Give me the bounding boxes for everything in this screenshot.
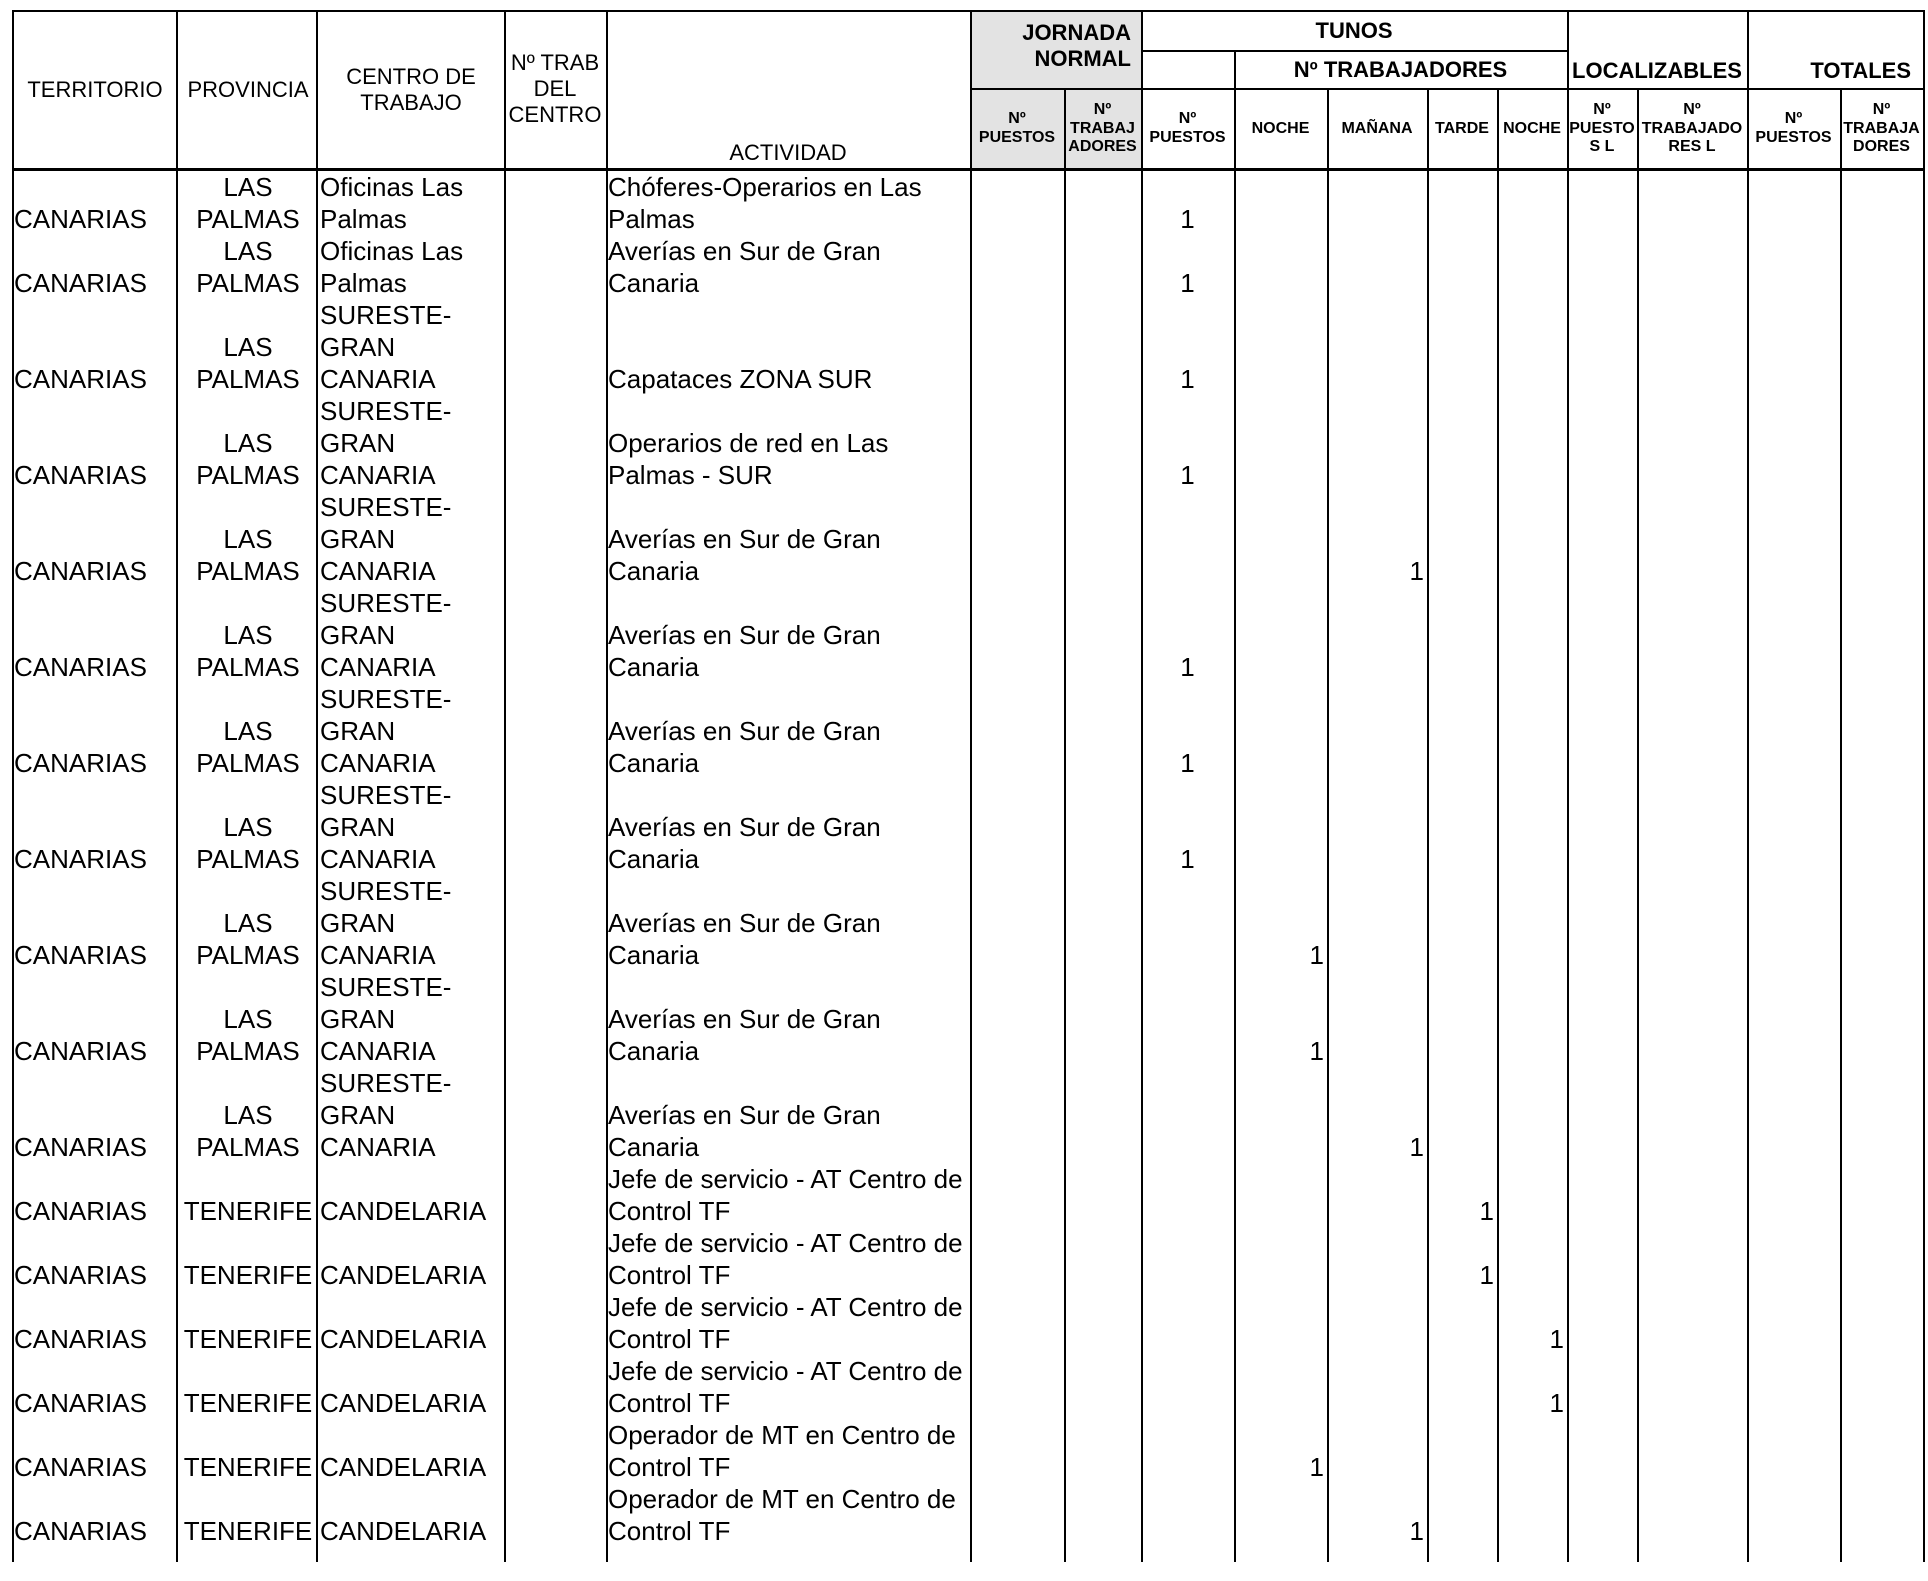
cell-provincia: LAS PALMAS xyxy=(196,524,300,586)
cell-actividad: Operador de MT en Centro de Control TF xyxy=(608,1484,956,1546)
column-divider xyxy=(1327,88,1329,1562)
cell-manana xyxy=(1327,779,1424,875)
cell-provincia: TENERIFE xyxy=(183,1324,313,1354)
cell-territorio: CANARIAS xyxy=(14,844,147,874)
cell-noche2 xyxy=(1497,875,1564,971)
cell-t-puestos: 1 xyxy=(1180,652,1195,682)
header-noche-1: NOCHE xyxy=(1251,119,1310,137)
cell-manana xyxy=(1327,971,1424,1067)
cell-tarde xyxy=(1427,875,1494,971)
cell-actividad: Jefe de servicio - AT Centro de Control TF xyxy=(608,1356,963,1418)
cell-centro: SURESTE- GRAN CANARIA xyxy=(320,780,452,874)
cell-noche1: 1 xyxy=(1309,1452,1324,1482)
header-manana: MAÑANA xyxy=(1341,119,1413,137)
cell-noche2 xyxy=(1497,1483,1564,1547)
column-divider xyxy=(1747,10,1749,1562)
cell-centro: CANDELARIA xyxy=(320,1388,487,1418)
header-tarde: TARDE xyxy=(1435,119,1489,137)
cell-actividad: Averías en Sur de Gran Canaria xyxy=(608,716,881,778)
header-provincia: PROVINCIA xyxy=(187,77,309,103)
cell-t-puestos: 1 xyxy=(1180,844,1195,874)
header-jornada-normal: JORNADA NORMAL xyxy=(1022,20,1131,71)
header-jn-trabajadores: Nº TRABAJ ADORES xyxy=(1068,100,1137,156)
cell-tarde xyxy=(1427,971,1494,1067)
cell-tarde xyxy=(1427,1483,1494,1547)
cell-noche1 xyxy=(1234,1355,1324,1419)
cell-noche2 xyxy=(1497,587,1564,683)
cell-tarde xyxy=(1427,299,1494,395)
cell-actividad: Chóferes-Operarios en Las Palmas xyxy=(608,172,922,234)
cell-manana: 1 xyxy=(1409,1132,1424,1162)
cell-centro: Oficinas Las Palmas xyxy=(320,236,464,298)
cell-centro: SURESTE- GRAN CANARIA xyxy=(320,300,452,394)
cell-territorio: CANARIAS xyxy=(14,1388,147,1418)
cell-territorio: CANARIAS xyxy=(14,268,147,298)
header-n-trabajadores: Nº TRABAJADORES xyxy=(1293,57,1508,83)
cell-actividad: Operarios de red en Las Palmas - SUR xyxy=(608,428,889,490)
cell-noche1 xyxy=(1234,683,1324,779)
cell-manana: 1 xyxy=(1409,1516,1424,1546)
header-loc-trabajadores: Nº TRABAJADO RES L xyxy=(1641,100,1743,156)
cell-centro: SURESTE- GRAN CANARIA xyxy=(320,396,452,490)
column-divider xyxy=(504,10,506,1562)
cell-manana xyxy=(1327,1291,1424,1355)
cell-centro: CANDELARIA xyxy=(320,1516,487,1546)
cell-noche1 xyxy=(1234,1227,1324,1291)
cell-actividad: Averías en Sur de Gran Canaria xyxy=(608,524,881,586)
cell-noche2 xyxy=(1497,171,1564,235)
cell-manana xyxy=(1327,1163,1424,1227)
cell-actividad: Averías en Sur de Gran Canaria xyxy=(608,620,881,682)
column-divider xyxy=(1637,88,1639,1562)
header-jn-puestos: Nº PUESTOS xyxy=(978,110,1056,146)
cell-actividad: Capataces ZONA SUR xyxy=(608,364,873,394)
cell-territorio: CANARIAS xyxy=(14,460,147,490)
column-divider xyxy=(970,10,972,1562)
cell-actividad: Averías en Sur de Gran Canaria xyxy=(608,236,881,298)
cell-centro: CANDELARIA xyxy=(320,1196,487,1226)
cell-t-puestos: 1 xyxy=(1180,748,1195,778)
header-territorio: TERRITORIO xyxy=(27,77,163,103)
cell-actividad: Averías en Sur de Gran Canaria xyxy=(608,1004,881,1066)
cell-manana xyxy=(1327,235,1424,299)
cell-t-puestos: 1 xyxy=(1180,364,1195,394)
cell-manana xyxy=(1327,1227,1424,1291)
cell-centro: SURESTE- GRAN CANARIA xyxy=(320,1068,452,1162)
column-divider xyxy=(1840,88,1842,1562)
cell-noche2 xyxy=(1497,235,1564,299)
cell-actividad: Jefe de servicio - AT Centro de Control TF xyxy=(608,1228,963,1290)
cell-noche1 xyxy=(1234,1067,1324,1163)
cell-territorio: CANARIAS xyxy=(14,1324,147,1354)
cell-provincia: LAS PALMAS xyxy=(196,332,300,394)
cell-noche2 xyxy=(1497,299,1564,395)
cell-manana xyxy=(1327,299,1424,395)
header-centro-trabajo: CENTRO DE TRABAJO xyxy=(346,64,476,115)
cell-territorio: CANARIAS xyxy=(14,204,147,234)
cell-provincia: TENERIFE xyxy=(183,1388,313,1418)
cell-territorio: CANARIAS xyxy=(14,1260,147,1290)
cell-centro: SURESTE- GRAN CANARIA xyxy=(320,972,452,1066)
cell-centro: SURESTE- GRAN CANARIA xyxy=(320,876,452,970)
cell-noche1 xyxy=(1234,171,1324,235)
cell-noche2 xyxy=(1497,779,1564,875)
cell-territorio: CANARIAS xyxy=(14,940,147,970)
cell-noche2: 1 xyxy=(1549,1388,1564,1418)
cell-t-puestos xyxy=(1141,1419,1234,1483)
cell-actividad: Operador de MT en Centro de Control TF xyxy=(608,1420,956,1482)
cell-provincia: LAS PALMAS xyxy=(196,908,300,970)
cell-t-puestos xyxy=(1141,491,1234,587)
cell-actividad: Jefe de servicio - AT Centro de Control TF xyxy=(608,1164,963,1226)
cell-territorio: CANARIAS xyxy=(14,1196,147,1226)
cell-provincia: LAS PALMAS xyxy=(196,716,300,778)
cell-t-puestos xyxy=(1141,1483,1234,1547)
cell-manana xyxy=(1327,875,1424,971)
tunos-divider xyxy=(1141,50,1567,52)
cell-manana: 1 xyxy=(1409,556,1424,586)
cell-manana xyxy=(1327,1419,1424,1483)
cell-noche1 xyxy=(1234,299,1324,395)
cell-noche2 xyxy=(1497,1419,1564,1483)
header-loc-puestos: Nº PUESTO S L xyxy=(1569,100,1635,156)
column-divider xyxy=(606,10,608,1562)
column-divider xyxy=(12,10,14,1562)
cell-t-puestos xyxy=(1141,1355,1234,1419)
cell-centro: SURESTE- GRAN CANARIA xyxy=(320,684,452,778)
cell-manana xyxy=(1327,587,1424,683)
cell-t-puestos xyxy=(1141,875,1234,971)
cell-provincia: TENERIFE xyxy=(183,1260,313,1290)
cell-tarde xyxy=(1427,491,1494,587)
cell-provincia: LAS PALMAS xyxy=(196,1004,300,1066)
cell-territorio: CANARIAS xyxy=(14,1516,147,1546)
cell-provincia: LAS PALMAS xyxy=(196,812,300,874)
cell-noche1 xyxy=(1234,1483,1324,1547)
column-divider xyxy=(1234,50,1236,1562)
header-t-puestos: Nº PUESTOS xyxy=(1149,110,1226,146)
cell-noche2 xyxy=(1497,1227,1564,1291)
column-divider xyxy=(1141,10,1143,1562)
cell-provincia: LAS PALMAS xyxy=(196,236,300,298)
cell-noche2 xyxy=(1497,395,1564,491)
cell-actividad: Averías en Sur de Gran Canaria xyxy=(608,908,881,970)
cell-territorio: CANARIAS xyxy=(14,1132,147,1162)
cell-manana xyxy=(1327,683,1424,779)
cell-provincia: LAS PALMAS xyxy=(196,1100,300,1162)
cell-noche2 xyxy=(1497,1163,1564,1227)
cell-noche1 xyxy=(1234,395,1324,491)
column-divider xyxy=(1427,88,1429,1562)
cell-t-puestos xyxy=(1141,1291,1234,1355)
cell-noche1 xyxy=(1234,1163,1324,1227)
cell-t-puestos: 1 xyxy=(1180,204,1195,234)
cell-territorio: CANARIAS xyxy=(14,1036,147,1066)
cell-noche2 xyxy=(1497,491,1564,587)
cell-t-puestos xyxy=(1141,1067,1234,1163)
cell-t-puestos: 1 xyxy=(1180,268,1195,298)
cell-provincia: LAS PALMAS xyxy=(196,172,300,234)
column-divider xyxy=(1567,10,1569,1562)
column-divider xyxy=(176,10,178,1562)
cell-centro: CANDELARIA xyxy=(320,1260,487,1290)
cell-territorio: CANARIAS xyxy=(14,1452,147,1482)
cell-noche2: 1 xyxy=(1549,1324,1564,1354)
cell-tarde xyxy=(1427,395,1494,491)
subheader-divider xyxy=(970,88,1923,90)
cell-noche1: 1 xyxy=(1309,1036,1324,1066)
cell-manana xyxy=(1327,395,1424,491)
cell-tarde xyxy=(1427,1291,1494,1355)
cell-tarde xyxy=(1427,171,1494,235)
cell-provincia: LAS PALMAS xyxy=(196,428,300,490)
header-tot-trabajadores: Nº TRABAJA DORES xyxy=(1843,100,1920,156)
header-top-border xyxy=(12,10,1925,12)
cell-centro: SURESTE- GRAN CANARIA xyxy=(320,492,452,586)
header-totales: TOTALES xyxy=(1810,58,1911,84)
cell-tarde xyxy=(1427,779,1494,875)
column-divider xyxy=(1064,88,1066,1562)
cell-t-puestos: 1 xyxy=(1180,460,1195,490)
cell-t-puestos xyxy=(1141,971,1234,1067)
cell-tarde xyxy=(1427,1419,1494,1483)
cell-tarde: 1 xyxy=(1479,1196,1494,1226)
cell-noche1 xyxy=(1234,1291,1324,1355)
cell-provincia: TENERIFE xyxy=(183,1452,313,1482)
cell-tarde xyxy=(1427,1355,1494,1419)
cell-tarde xyxy=(1427,1067,1494,1163)
cell-tarde xyxy=(1427,235,1494,299)
cell-actividad: Averías en Sur de Gran Canaria xyxy=(608,812,881,874)
cell-provincia: TENERIFE xyxy=(183,1516,313,1546)
cell-noche1: 1 xyxy=(1309,940,1324,970)
cell-t-puestos xyxy=(1141,1163,1234,1227)
cell-tarde: 1 xyxy=(1479,1260,1494,1290)
cell-noche2 xyxy=(1497,1067,1564,1163)
cell-noche1 xyxy=(1234,235,1324,299)
header-noche-2: NOCHE xyxy=(1503,119,1561,137)
cell-centro: CANDELARIA xyxy=(320,1324,487,1354)
header-localizables: LOCALIZABLES xyxy=(1572,58,1742,84)
cell-tarde xyxy=(1427,587,1494,683)
cell-manana xyxy=(1327,1355,1424,1419)
cell-noche2 xyxy=(1497,683,1564,779)
cell-noche1 xyxy=(1234,491,1324,587)
cell-noche1 xyxy=(1234,779,1324,875)
cell-territorio: CANARIAS xyxy=(14,748,147,778)
header-tunos: TUNOS xyxy=(1315,18,1393,44)
header-actividad: ACTIVIDAD xyxy=(729,140,847,166)
column-divider xyxy=(1923,10,1925,1562)
cell-territorio: CANARIAS xyxy=(14,652,147,682)
cell-centro: Oficinas Las Palmas xyxy=(320,172,464,234)
cell-provincia: LAS PALMAS xyxy=(196,620,300,682)
cell-t-puestos xyxy=(1141,1227,1234,1291)
cell-centro: SURESTE- GRAN CANARIA xyxy=(320,588,452,682)
cell-actividad: Jefe de servicio - AT Centro de Control TF xyxy=(608,1292,963,1354)
column-divider xyxy=(1497,88,1499,1562)
cell-tarde xyxy=(1427,683,1494,779)
cell-noche2 xyxy=(1497,971,1564,1067)
cell-provincia: TENERIFE xyxy=(183,1196,313,1226)
cell-noche1 xyxy=(1234,587,1324,683)
cell-territorio: CANARIAS xyxy=(14,556,147,586)
cell-actividad: Averías en Sur de Gran Canaria xyxy=(608,1100,881,1162)
cell-centro: CANDELARIA xyxy=(320,1452,487,1482)
header-n-trab-centro: Nº TRAB DEL CENTRO xyxy=(508,50,602,127)
cell-manana xyxy=(1327,171,1424,235)
cell-territorio: CANARIAS xyxy=(14,364,147,394)
header-tot-puestos: Nº PUESTOS xyxy=(1755,110,1832,146)
column-divider xyxy=(316,10,318,1562)
